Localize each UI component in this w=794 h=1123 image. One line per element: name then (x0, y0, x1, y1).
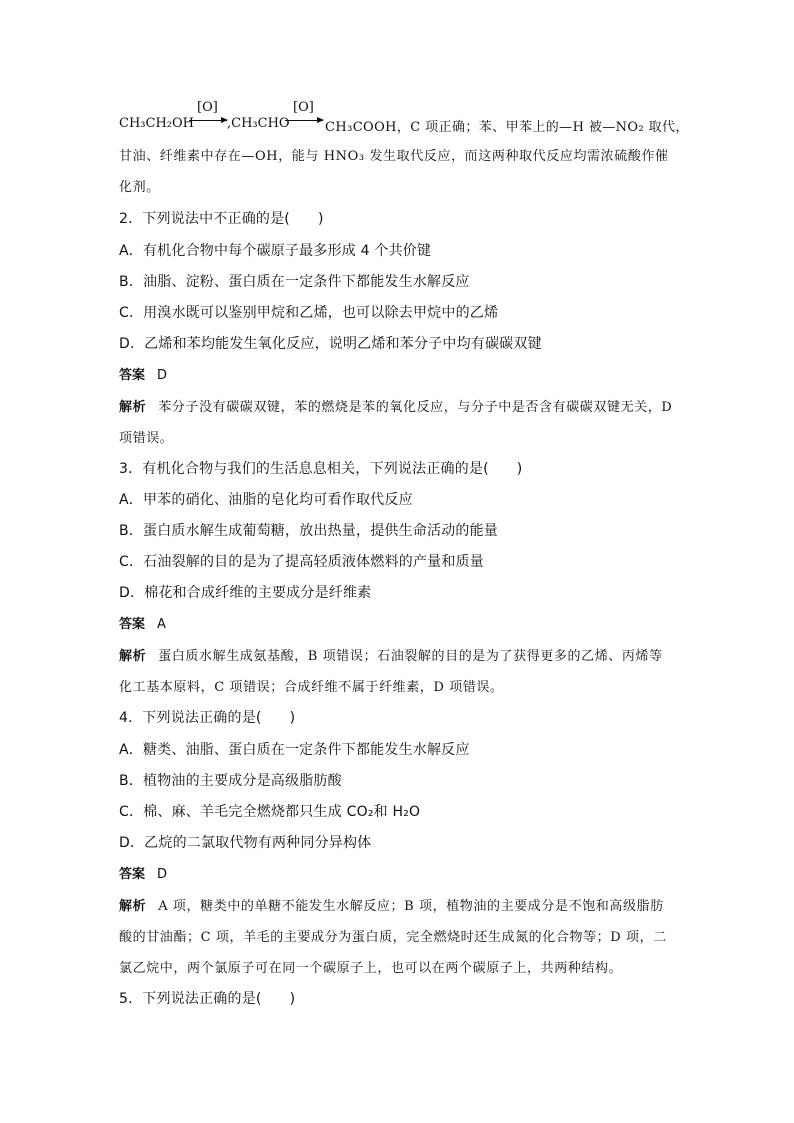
option-b: B．植物油的主要成分是高级脂肪酸 (119, 773, 342, 789)
explanation-line: 甘油、纤维素中存在—OH，能与 HNO₃ 发生取代反应，而这两种取代反应均需浓硫酸作催 (119, 149, 669, 164)
option-d: D．乙烷的二氯取代物有两种同分异构体 (119, 835, 372, 851)
option-a: A．有机化合物中每个碳原子最多形成 4 个共价键 (119, 243, 432, 259)
option-a: A．甲苯的硝化、油脂的皂化均可看作取代反应 (119, 492, 413, 508)
explanation-line: 氯乙烷中，两个氯原子可在同一个碳原子上，也可以在两个碳原子上，共两种结构。 (119, 961, 623, 976)
arrow-icon (189, 120, 227, 121)
answer-label: 答案 (119, 867, 146, 882)
explanation-line: 化剂。 (119, 180, 160, 195)
explanation-line: 解析 A 项，糖类中的单糖不能发生水解反应；B 项，植物油的主要成分是不饱和高级脂肪 (119, 899, 664, 914)
question-stem-5: 5．下列说法正确的是( ) (119, 991, 296, 1007)
option-d: D．乙烯和苯均能发生氧化反应，说明乙烯和苯分子中均有碳碳双键 (119, 336, 542, 352)
answer-label: 答案 (119, 617, 146, 632)
explain-label: 解析 (119, 400, 147, 415)
reactant-ethanol: CH₃CH₂OH (119, 116, 194, 131)
explanation-line: 解析 蛋白质水解生成氨基酸，B 项错误；石油裂解的目的是为了获得更多的乙烯、丙烯等 (119, 649, 663, 664)
answer-label: 答案 (119, 368, 146, 383)
option-c: C．石油裂解的目的是为了提高轻质液体燃料的产量和质量 (119, 554, 484, 570)
question-stem-2: 2．下列说法中不正确的是( ) (119, 211, 324, 227)
explanation-line: 项错误。 (119, 431, 174, 446)
explanation-line: 解析 苯分子没有碳碳双键，苯的燃烧是苯的氧化反应，与分子中是否含有碳碳双键无关，D (119, 400, 673, 415)
answer-value: D (157, 368, 168, 383)
oxidation-label-2: [O] (293, 100, 314, 115)
reaction-equation (119, 100, 719, 134)
option-a: A．糖类、油脂、蛋白质在一定条件下都能发生水解反应 (119, 742, 470, 758)
option-b: B．油脂、淀粉、蛋白质在一定条件下都能发生水解反应 (119, 274, 470, 290)
explanation-line: 化工基本原料，C 项错误；合成纤维不属于纤维素，D 项错误。 (119, 680, 504, 695)
explain-label: 解析 (119, 649, 147, 664)
question-stem-3: 3．有机化合物与我们的生活息息相关，下列说法正确的是( ) (119, 461, 523, 477)
product-acetic-acid: CH₃COOH，C 项正确；苯、甲苯上的—H 被—NO₂ 取代， (325, 120, 689, 135)
arrow-icon (285, 120, 323, 121)
option-b: B．蛋白质水解生成葡萄糖，放出热量，提供生命活动的能量 (119, 523, 499, 539)
option-c: C．棉、麻、羊毛完全燃烧都只生成 CO₂和 H₂O (119, 804, 421, 820)
explanation-line: 酸的甘油酯；C 项，羊毛的主要成分为蛋白质，完全燃烧时还生成氮的化合物等；D 项，二 (119, 930, 667, 945)
answer-line (119, 613, 719, 632)
product-acetaldehyde: ,CH₃CHO (227, 116, 290, 131)
explain-label: 解析 (119, 899, 147, 914)
option-c: C．用溴水既可以鉴别甲烷和乙烯，也可以除去甲烷中的乙烯 (119, 305, 499, 321)
answer-value: D (157, 867, 168, 882)
answer-value: A (157, 617, 166, 632)
answer-line (119, 364, 719, 383)
answer-line (119, 863, 719, 882)
question-stem-4: 4．下列说法正确的是( ) (119, 710, 296, 726)
option-d: D．棉花和合成纤维的主要成分是纤维素 (119, 585, 372, 601)
oxidation-label-1: [O] (197, 100, 218, 115)
